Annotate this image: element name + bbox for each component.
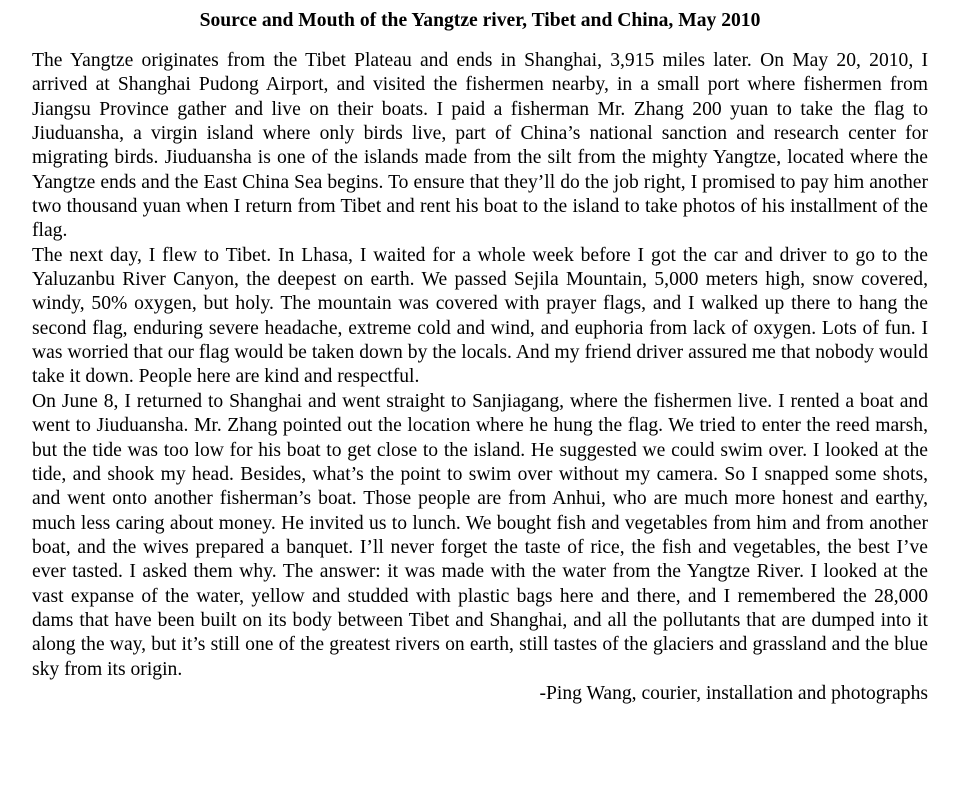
paragraph-return-to-shanghai: On June 8, I returned to Shanghai and went straight to Sanjiagang, where the fishermen live. I rented a boat and went to Jiuduansha. Mr. Zhang pointed out the location where he hung the flag. We tried to enter the reed marsh, but the tide was too low for his boat to get close to the island. He suggested we could swim over. I looked at the tide, and shook my head. Besides, what’s the point to swim over without my camera. So I snapped some shots, and went onto another fisherman’s boat. Those people are from Anhui, who are much more honest and earthy, much less caring about money. He invited us to lunch. We bought fish and vegetables from him and from another boat, and the wives prepared a banquet. I’ll never forget the taste of rice, the fish and vegetables, the best I’ve ever tasted. I asked them why. The answer: it was made with the water from the Yangtze River. I looked at the vast expanse of the water, yellow and studded with plastic bags here and there, and I remembered the 28,000 dams that have been built on its body between Tibet and Shanghai, and all the pollutants that are dumped into it along the way, but it’s still one of the greatest rivers on earth, still tastes of the glaciers and grassland and the blue sky from its origin.	[32, 390, 928, 680]
author-signature: -Ping Wang, courier, installation and photographs	[539, 682, 928, 704]
paragraph-yangtze-origin: The Yangtze originates from the Tibet Plateau and ends in Shanghai, 3,915 miles later. On May 20, 2010, I arrived at Shanghai Pudong Airport, and visited the fishermen nearby, in a small port where fishermen from Jiangsu Province gather and live on their boats. I paid a fisherman Mr. Zhang 200 yuan to take the flag to Jiuduansha, a virgin island where only birds live, part of China’s national sanction and research center for migrating birds. Jiuduansha is one of the islands made from the silt from the mighty Yangtze, located where the Yangtze ends and the East China Sea begins. To ensure that they’ll do the job right, I promised to pay him another two thousand yuan when I return from Tibet and rent his boat to the island to take photos of his installment of the flag.	[32, 50, 928, 242]
document-title: Source and Mouth of the Yangtze river, Tibet and China, May 2010	[199, 10, 761, 31]
paragraph-tibet-trip: The next day, I flew to Tibet. In Lhasa, I waited for a whole week before I got the car and driver to go to the Yaluzanbu River Canyon, the deepest on earth. We passed Sejila Mountain, 5,000 meters high, snow covered, windy, 50% oxygen, but holy. The mountain was covered with prayer flags, and I walked up there to hang the second flag, enduring severe headache, extreme cold and wind, and euphoria from lack of oxygen. Lots of fun. I was worried that our flag would be taken down by the locals. And my friend driver assured me that nobody would take it down. People here are kind and respectful.	[32, 244, 928, 388]
document-page	[32, 8, 928, 706]
